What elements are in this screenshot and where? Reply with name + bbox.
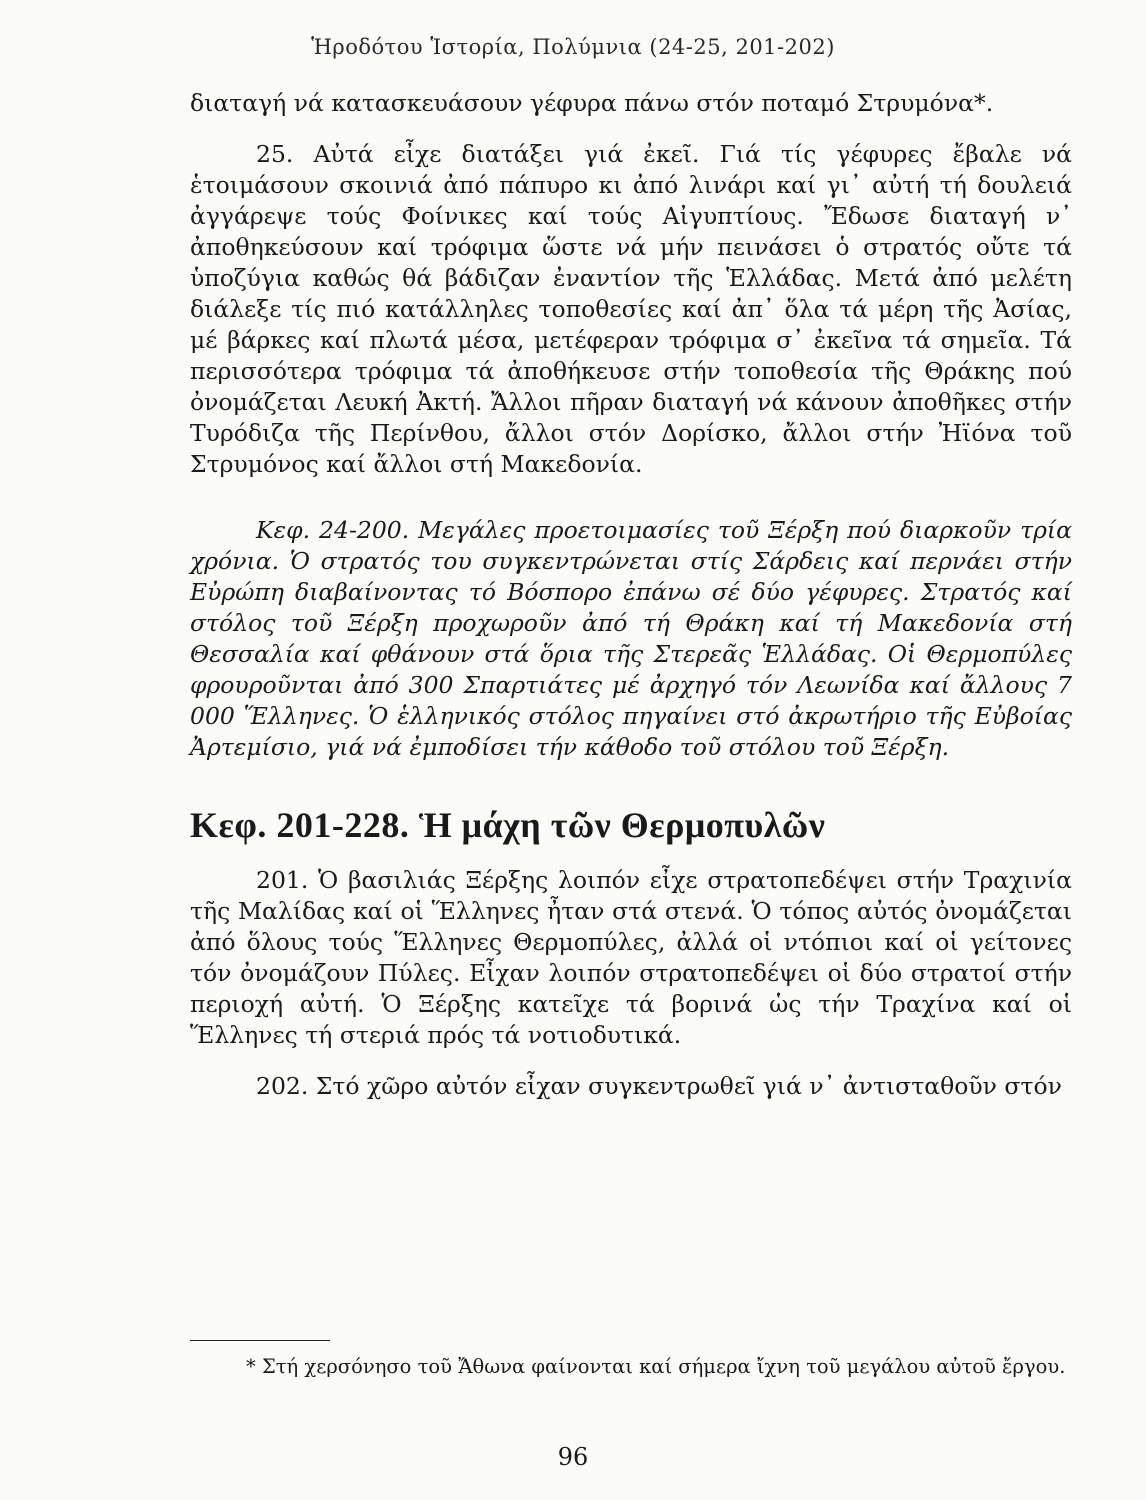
chapter-summary: Κεφ. 24-200. Μεγάλες προετοιμασίες τοῦ Ξέρξη πού διαρκοῦν τρία χρόνια. Ὁ στρατός του συγκεντρώνεται στίς Σάρδεις καί περνάει στήν Εὐρώπη διαβαίνοντας τό Βόσπορο ἐπάνω σέ δύο γέφυρες. Στρατός καί στόλος τοῦ Ξέρξη προχωροῦν ἀπό τή Θράκη καί τή Μακεδονία στή Θεσσαλία καί φθάνουν στά ὅρια τῆς Στερεᾶς Ἑλλάδας. Οἱ Θερμοπύλες φρουροῦνται ἀπό 300 Σπαρτιάτες μέ ἀρχηγό τόν Λεωνίδα καί ἄλλους 7 000 Ἕλληνες. Ὁ ἑλληνικός στόλος πηγαίνει στό ἀκρωτήριο τῆς Εὐβοίας Ἀρτεμίσιο, γιά νά ἐμποδίσει τήν κάθοδο τοῦ στόλου τοῦ Ξέρξη. — [190, 516, 1072, 761]
paragraph-25: 25. Αὐτά εἶχε διατάξει γιά ἐκεῖ. Γιά τίς γέφυρες ἔβαλε νά ἑτοιμάσουν σκοινιά ἀπό πάπυρο κι ἀπό λινάρι καί γι᾽ αὐτή τή δουλειά ἀγγάρεψε τούς Φοίνικες καί τούς Αἰγυπτίους. Ἔδωσε διαταγή ν᾽ ἀποθηκεύσουν καί τρόφιμα ὥστε νά μήν πεινάσει ὁ στρατός οὔτε τά ὑποζύγια καθώς θά βάδιζαν ἐναντίον τῆς Ἑλλάδας. Μετά ἀπό μελέτη διάλεξε τίς πιό κατάλληλες τοποθεσίες καί ἀπ᾽ ὅλα τά μέρη τῆς Ἀσίας, μέ βάρκες καί πλωτά μέσα, μετέφεραν τρόφιμα σ᾽ ἐκεῖνα τά σημεῖα. Τά περισσότερα τρόφιμα τά ἀποθήκευσε στήν τοποθεσία τῆς Θράκης πού ὀνομάζεται Λευκή Ἀκτή. Ἄλλοι πῆραν διαταγή νά κάνουν ἀποθῆκες στήν Τυρόδιζα τῆς Περίνθου, ἄλλοι στόν Δορίσκο, ἄλλοι στήν Ἠϊόνα τοῦ Στρυμόνος καί ἄλλοι στή Μακεδονία. — [190, 140, 1072, 478]
chapter-heading: Κεφ. 201-228. Ἡ μάχη τῶν Θερμοπυλῶν — [190, 805, 826, 845]
footnote: * Στή χερσόνησο τοῦ Ἄθωνα φαίνονται καί σήμερα ἴχνη τοῦ μεγάλου αὐτοῦ ἔργου. — [246, 1355, 1066, 1378]
paragraph-202: 202. Στό χῶρο αὐτόν εἶχαν συγκεντρωθεῖ γιά ν᾽ ἀντισταθοῦν στόν — [256, 1072, 1062, 1100]
body-text — [190, 88, 1072, 1102]
footnote-rule — [190, 1340, 330, 1341]
running-head: Ἡροδότου Ἱστορία, Πολύμνια (24-25, 201-202) — [311, 35, 835, 59]
paragraph-continuation: διαταγή νά κατασκευάσουν γέφυρα πάνω στόν ποταμό Στρυμόνα*. — [190, 89, 994, 117]
page-number: 96 — [557, 1443, 589, 1471]
paragraph-201: 201. Ὁ βασιλιάς Ξέρξης λοιπόν εἶχε στρατοπεδέψει στήν Τραχινία τῆς Μαλίδας καί οἱ Ἕλληνες ἦταν στά στενά. Ὁ τόπος αὐτός ὀνομάζεται ἀπό ὅλους τούς Ἕλληνες Θερμοπύλες, ἀλλά οἱ ντόπιοι καί οἱ γείτονες τόν ὀνομάζουν Πύλες. Εἶχαν λοιπόν στρατοπεδέψει οἱ δύο στρατοί στήν περιοχή αὐτή. Ὁ Ξέρξης κατεῖχε τά βορινά ὡς τήν Τραχίνα καί οἱ Ἕλληνες τή στεριά πρός τά νοτιοδυτικά. — [190, 866, 1072, 1049]
